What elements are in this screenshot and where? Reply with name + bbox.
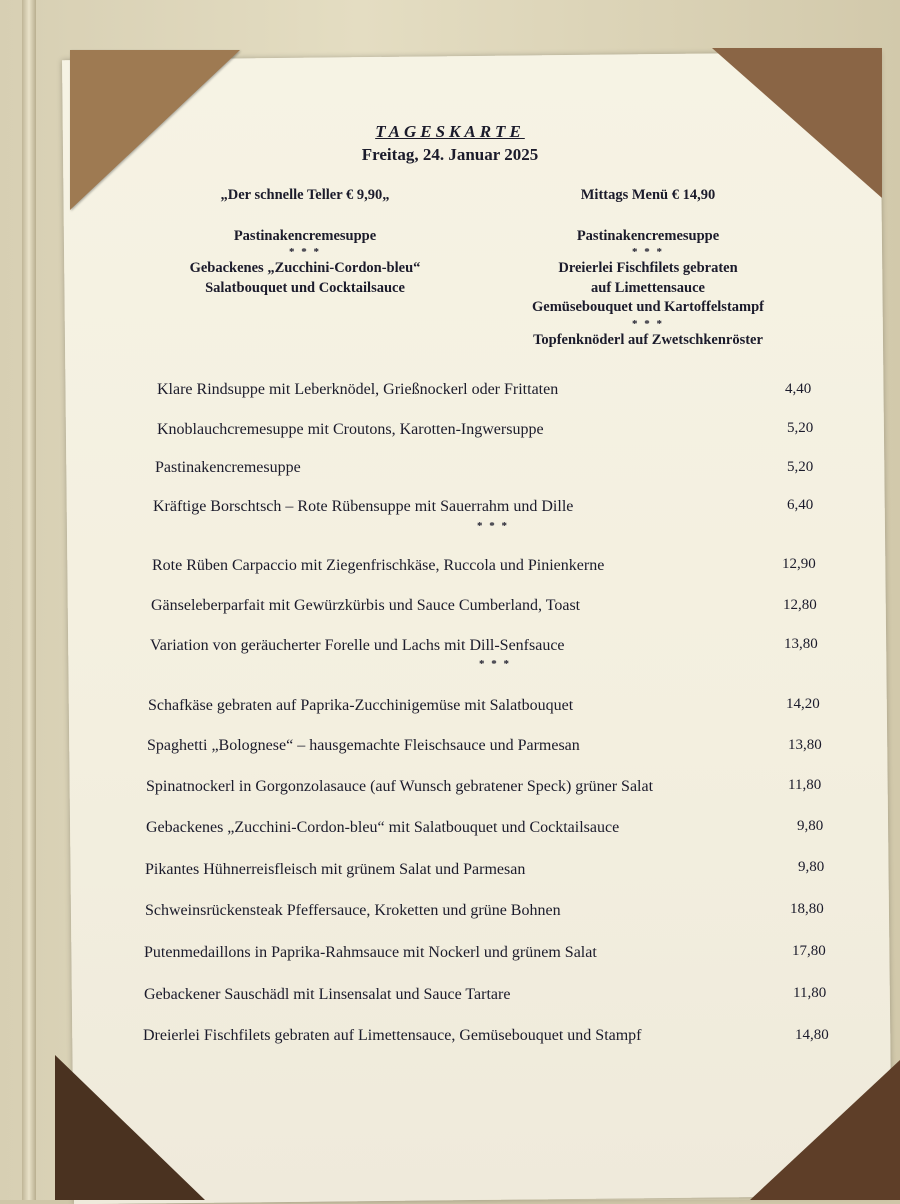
- dish-name: Knoblauchcremesuppe mit Croutons, Karotten-Ingwersuppe: [157, 421, 544, 438]
- dish-price: 14,80: [795, 1027, 829, 1043]
- dish-name: Schweinsrückensteak Pfeffersauce, Kroketten und grüne Bohnen: [145, 902, 561, 919]
- dish-price: 12,90: [782, 556, 816, 572]
- quick-plate-line: Salatbouquet und Cocktailsauce: [205, 279, 405, 296]
- dish-name: Pastinakencremesuppe: [155, 459, 301, 476]
- dish-name: Pikantes Hühnerreisfleisch mit grünem Salat und Parmesan: [145, 861, 526, 878]
- lunch-menu-line: Topfenknöderl auf Zwetschkenröster: [533, 331, 763, 348]
- dish-price: 9,80: [797, 818, 824, 834]
- dish-name: Variation von geräucherter Forelle und Lachs mit Dill-Senfsauce: [150, 637, 565, 654]
- dish-name: Gebackener Sauschädl mit Linsensalat und Sauce Tartare: [144, 986, 511, 1003]
- section-separator: * * *: [479, 658, 511, 670]
- dish-price: 9,80: [798, 859, 825, 875]
- menu-date: Freitag, 24. Januar 2025: [361, 145, 539, 164]
- dish-price: 12,80: [783, 597, 817, 613]
- quick-plate-heading: „Der schnelle Teller € 9,90„: [220, 187, 390, 203]
- dish-price: 14,20: [786, 696, 820, 712]
- dish-price: 11,80: [793, 985, 827, 1001]
- dish-name: Putenmedaillons in Paprika-Rahmsauce mit Nockerl und grünem Salat: [144, 944, 597, 961]
- menu-title: TAGESKARTE: [375, 122, 525, 141]
- section-separator: * * *: [477, 520, 509, 532]
- dish-price: 4,40: [785, 381, 812, 397]
- lunch-menu-heading: Mittags Menü € 14,90: [580, 187, 716, 203]
- dish-name: Gebackenes „Zucchini-Cordon-bleu“ mit Salatbouquet und Cocktailsauce: [146, 819, 620, 836]
- lunch-menu-line: auf Limettensauce: [591, 279, 705, 296]
- dish-name: Dreierlei Fischfilets gebraten auf Limettensauce, Gemüsebouquet und Stampf: [143, 1027, 642, 1044]
- dish-name: Schafkäse gebraten auf Paprika-Zucchinigemüse mit Salatbouquet: [148, 697, 574, 714]
- dish-price: 5,20: [787, 459, 814, 475]
- lunch-menu-line: Gemüsebouquet und Kartoffelstampf: [531, 299, 764, 315]
- dish-price: 13,80: [788, 737, 822, 753]
- lunch-menu-separator: * * *: [632, 246, 664, 258]
- dish-name: Gänseleberparfait mit Gewürzkürbis und Sauce Cumberland, Toast: [151, 597, 581, 614]
- lunch-menu-separator: * * *: [632, 317, 664, 330]
- dish-name: Klare Rindsuppe mit Leberknödel, Grießnockerl oder Frittaten: [157, 381, 559, 398]
- dish-price: 18,80: [790, 901, 824, 917]
- dish-name: Rote Rüben Carpaccio mit Ziegenfrischkäse, Ruccola und Pinienkerne: [152, 557, 605, 574]
- dish-price: 6,40: [787, 497, 814, 513]
- dish-price: 11,80: [788, 777, 822, 793]
- lunch-menu-line: Dreierlei Fischfilets gebraten: [558, 260, 738, 276]
- dish-name: Spinatnockerl in Gorgonzolasauce (auf Wunsch gebratener Speck) grüner Salat: [146, 778, 654, 795]
- dish-price: 13,80: [784, 636, 818, 652]
- lunch-menu-line: Pastinakencremesuppe: [576, 227, 720, 244]
- dish-name: Spaghetti „Bolognese“ – hausgemachte Fleischsauce und Parmesan: [147, 737, 580, 754]
- quick-plate-separator: * * *: [289, 246, 321, 258]
- dish-price: 17,80: [792, 943, 826, 959]
- quick-plate-line: Pastinakencremesuppe: [233, 227, 377, 244]
- dish-name: Kräftige Borschtsch – Rote Rübensuppe mit Sauerrahm und Dille: [153, 498, 574, 515]
- dish-price: 5,20: [787, 420, 814, 436]
- quick-plate-line: Gebackenes „Zucchini-Cordon-bleu“: [189, 260, 421, 276]
